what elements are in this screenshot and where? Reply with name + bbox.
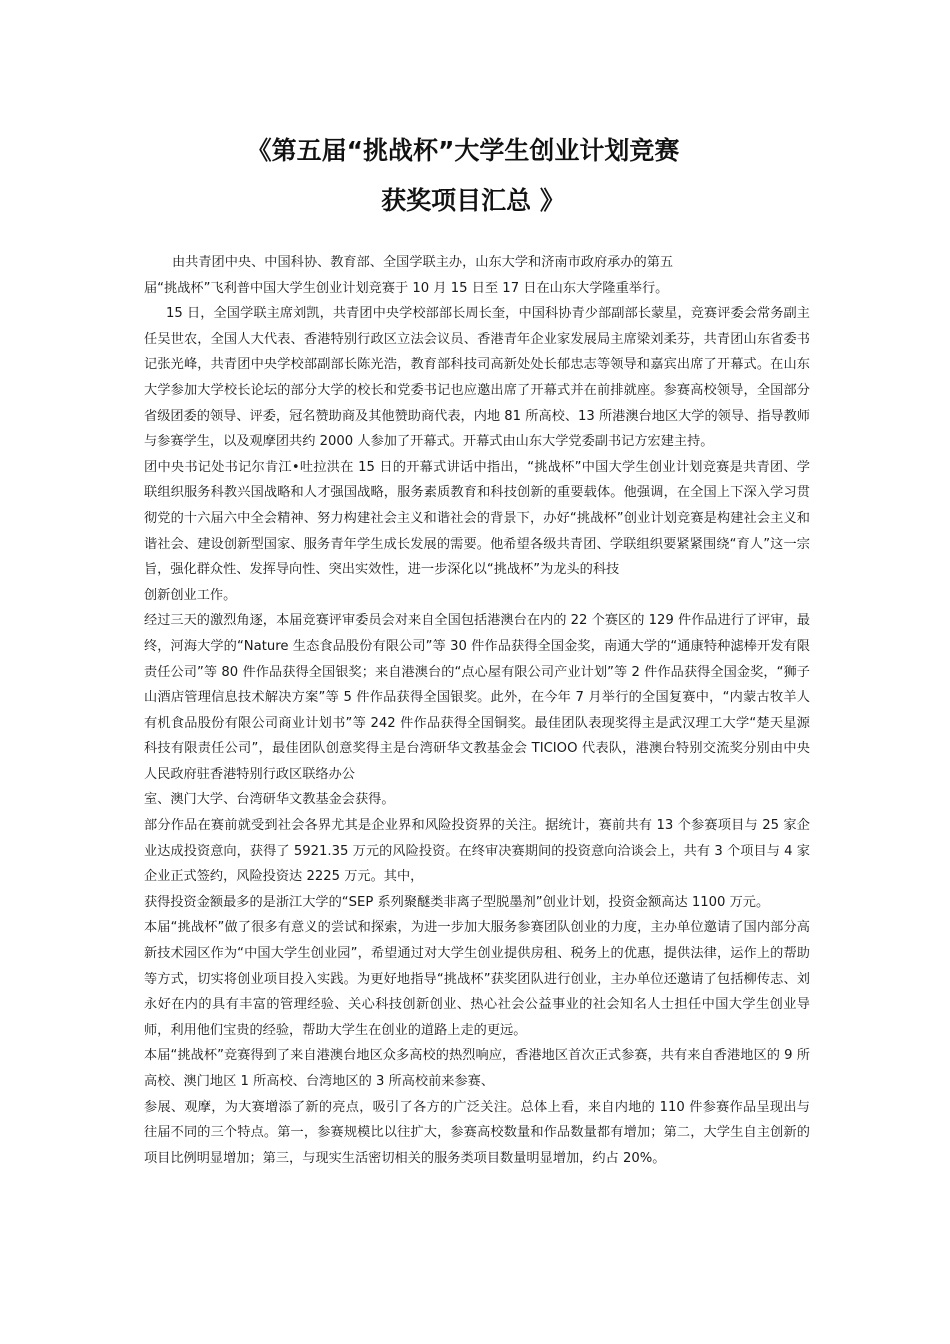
document-title-line-2: 获奖项目汇总 》 [381,186,565,215]
document-title-line-1: 《第五届“挑战杯”大学生创业计划竞赛 [246,136,680,165]
paragraph: 经过三天的激烈角逐，本届竞赛评审委员会对来自全国包括港澳台在内的 22 个赛区的 129 件作品进行了评审，最终，河海大学的“Nature 生态食品股份有限公司”等 30 件作品获得全国金奖，南通大学的“通康特种滤棒开发有限责任公司”等 80 件作品获得全国银奖；来自港澳台的“点心屋有限公司产业计划”等 2 件作品获得全国金奖，“狮子山酒店管理信息技术解决方案”等 5 件作品获得全国银奖。此外，在今年 7 月举行的全国复赛中，“内蒙古牧羊人有机食品股份有限公司商业计划书”等 242 件作品获得全国铜奖。最佳团队表现奖得主是武汉理工大学“楚天星源科技有限责任公司”，最佳团队创意奖得主是台湾研华文教基金会 TICIOO 代表队，港澳台特别交流奖分别由中央人民政府驻香港特别行政区联络办公 [144,613,810,782]
paragraph: 创新创业工作。 [144,587,237,603]
paragraph: 团中央书记处书记尔肯江•吐拉洪在 15 日的开幕式讲话中指出，“挑战杯”中国大学生创业计划竞赛是共青团、学联组织服务科教兴国战略和人才强国战略，服务素质教育和科技创新的重要载体。他强调，在全国上下深入学习贯彻党的十六届六中全会精神、努力构建社会主义和谐社会的背景下，办好“挑战杯”创业计划竞赛是构建社会主义和谐社会、建设创新型国家、服务青年学生成长发展的需要。他希望各级共青团、学联组织要紧紧围绕“育人”这一宗旨，强化群众性、发挥导向性、突出实效性，进一步深化以“挑战杯”为龙头的科技 [144,459,810,578]
paragraph: 届“挑战杯”飞利普中国大学生创业计划竞赛于 10 月 15 日至 17 日在山东大学隆重举行。 [144,280,669,296]
paragraph: 15 日，全国学联主席刘凯，共青团中央学校部部长周长奎，中国科协青少部副部长蒙星，竞赛评委会常务副主任吴世农，全国人大代表、香港特别行政区立法会议员、香港青年企业家发展局主席梁刘柔芬，共青团山东省委书记张光峰，共青团中央学校部副部长陈光浩，教育部科技司高新处处长郁忠志等领导和嘉宾出席了开幕式。在山东大学参加大学校长论坛的部分大学的校长和党委书记也应邀出席了开幕式并在前排就座。参赛高校领导，全国部分省级团委的领导、评委，冠名赞助商及其他赞助商代表，内地 81 所高校、13 所港澳台地区大学的领导、指导教师与参赛学生，以及观摩团共约 2000 人参加了开幕式。开幕式由山东大学党委副书记方宏建主持。 [144,306,810,450]
paragraph: 由共青团中央、中国科协、教育部、全国学联主办，山东大学和济南市政府承办的第五 [172,255,674,270]
paragraph: 获得投资金额最多的是浙江大学的“SEP 系列聚醚类非离子型脱墨剂”创业计划，投资金额高达 1100 万元。 [144,894,770,910]
paragraph: 室、澳门大学、台湾研华文教基金会获得。 [144,792,395,808]
paragraph: 本届“挑战杯”竞赛得到了来自港澳台地区众多高校的热烈响应，香港地区首次正式参赛，共有来自香港地区的 9 所高校、澳门地区 1 所高校、台湾地区的 3 所高校前来参赛、 [144,1048,810,1089]
paragraph: 参展、观摩，为大赛增添了新的亮点，吸引了各方的广泛关注。总体上看，来自内地的 110 件参赛作品呈现出与往届不同的三个特点。第一，参赛规模比以往扩大，参赛高校数量和作品数量都有增加；第二，大学生自主创新的项目比例明显增加；第三，与现实生活密切相关的服务类项目数量明显增加，约占 20%。 [144,1099,810,1166]
paragraph: 部分作品在赛前就受到社会各界尤其是企业界和风险投资界的关注。据统计，赛前共有 13 个参赛项目与 25 家企业达成投资意向，获得了 5921.35 万元的风险投资。在终审决赛期间的投资意向洽谈会上，共有 3 个项目与 4 家企业正式签约，风险投资达 2225 万元。其中， [144,818,810,885]
document-body [144,250,810,1171]
paragraph: 本届“挑战杯”做了很多有意义的尝试和探索，为进一步加大服务参赛团队创业的力度，主办单位邀请了国内部分高新技术园区作为“中国大学生创业园”，希望通过对大学生创业提供房租、税务上的优惠，提供法律，运作上的帮助等方式，切实将创业项目投入实践。为更好地指导“挑战杯”获奖团队进行创业，主办单位还邀请了包括柳传志、刘永好在内的具有丰富的管理经验、关心科技创新创业、热心社会公益事业的社会知名人士担任中国大学生创业导师，利用他们宝贵的经验，帮助大学生在创业的道路上走的更远。 [144,920,810,1038]
